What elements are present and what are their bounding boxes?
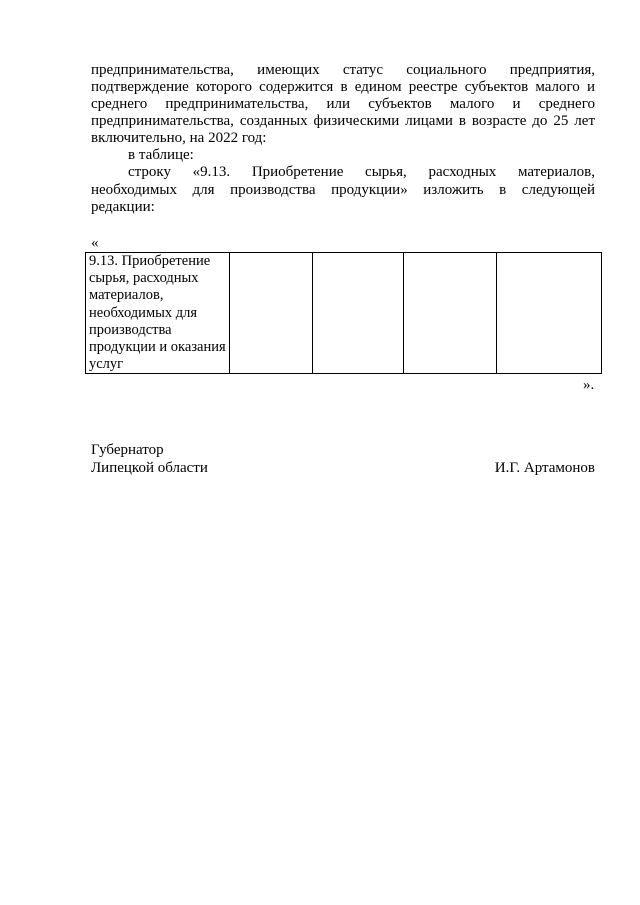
body-line: предпринимательства, созданных физическими лицами в возрасте до 25 лет <box>91 113 595 129</box>
table-cell-item: 9.13. Приобретение сырья, расходных материалов, необходимых для производства продукции и оказания услуг <box>86 253 230 374</box>
quote-close: ». <box>583 377 595 393</box>
table-cell <box>230 253 313 374</box>
table-cell <box>497 253 602 374</box>
body-line: предпринимательства, имеющих статус социального предприятия, <box>91 62 595 78</box>
table-cell <box>404 253 497 374</box>
body-line: среднего предпринимательства, или субъектов малого и среднего <box>91 96 595 112</box>
signature-name: И.Г. Артамонов <box>494 460 595 476</box>
body-line: необходимых для производства продукции» изложить в следующей <box>91 182 595 198</box>
quote-open: « <box>91 235 99 251</box>
signature-title-line2: Липецкой области <box>91 460 208 476</box>
body-line: подтверждение которого содержится в едином реестре субъектов малого и <box>91 79 595 95</box>
amended-row-table <box>85 252 602 374</box>
table-cell <box>313 253 404 374</box>
body-line: редакции: <box>91 199 155 215</box>
table-row <box>86 253 602 374</box>
body-line: строку «9.13. Приобретение сырья, расходных материалов, <box>128 164 595 180</box>
signature-title-line1: Губернатор <box>91 442 164 458</box>
body-line: включительно, на 2022 год: <box>91 130 267 146</box>
body-line: в таблице: <box>128 147 194 163</box>
